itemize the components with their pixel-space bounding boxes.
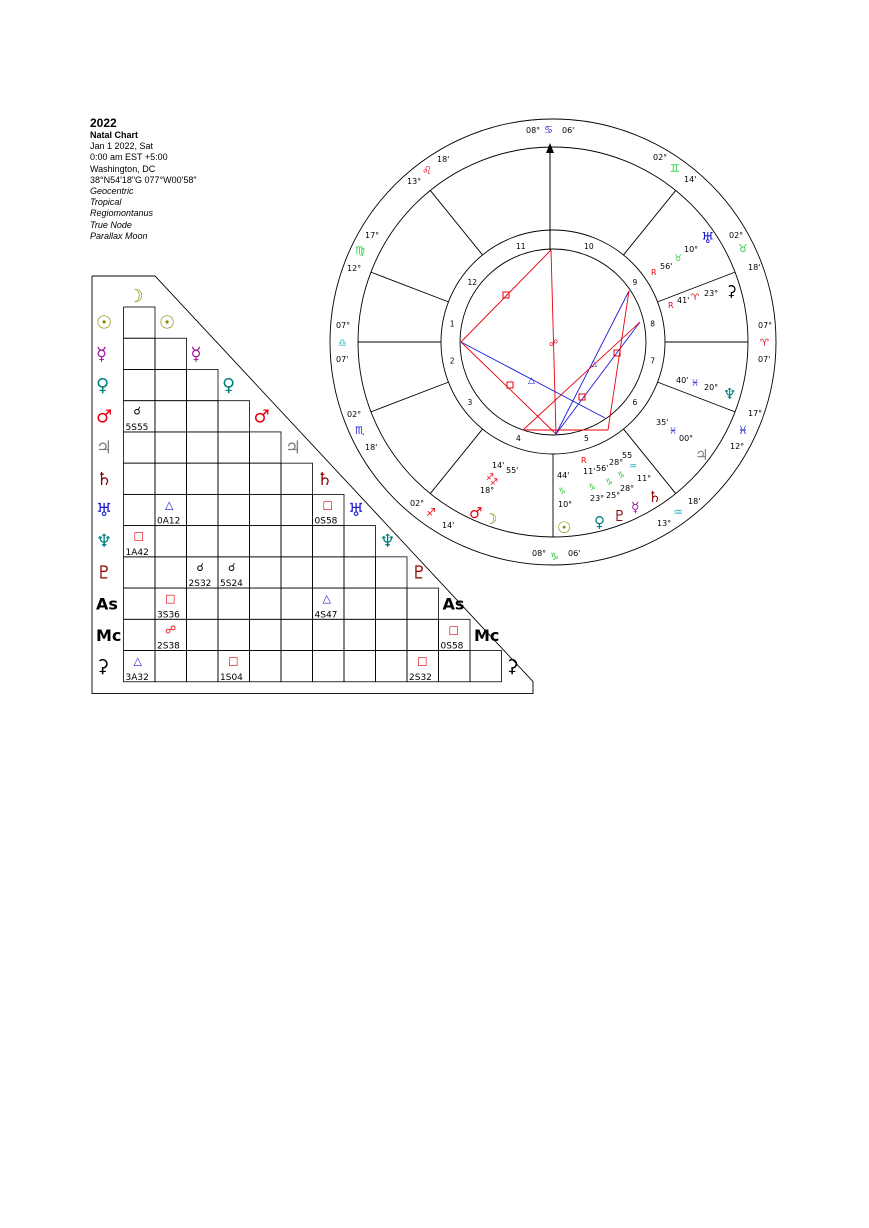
venus-glyph-diag: ♀	[222, 375, 236, 397]
aspect-symbol: △	[322, 592, 331, 606]
grid-cell	[124, 494, 156, 525]
venus-minute: 11'	[583, 467, 596, 476]
grid-cell	[439, 651, 471, 682]
chart-type: Natal Chart	[90, 130, 139, 140]
grid-cell	[155, 369, 187, 400]
grid-cell	[155, 401, 187, 432]
mars-minute: 14'	[492, 461, 505, 470]
ascendant-glyph-row: As	[96, 594, 118, 614]
ic-sign-glyph: ♑	[550, 552, 559, 563]
grid-cell	[281, 526, 313, 557]
jupiter-glyph-diag: ♃	[285, 437, 302, 459]
mc-sign-glyph: ♋	[544, 125, 553, 136]
cusp-12-degree: 17°	[365, 231, 380, 240]
grid-cell	[124, 432, 156, 463]
sun-degree: 10°	[558, 500, 573, 509]
aspect-symbol: ☍	[165, 623, 177, 637]
grid-cell	[250, 526, 282, 557]
neptune-sign: ♓	[691, 379, 700, 389]
ic-minute: 06'	[568, 549, 581, 558]
aspect-symbol: △	[165, 498, 174, 512]
cusp-6-minute: 12°	[730, 442, 745, 451]
grid-cell	[344, 588, 376, 619]
grid-cell	[250, 432, 282, 463]
mercury-retro: R	[581, 456, 587, 465]
chart-coords: 38°N54'18"G 077°W00'58"	[90, 174, 197, 185]
sun-sign: ♑	[558, 487, 567, 497]
aspect-orb: 3S36	[157, 610, 180, 621]
grid-cell	[218, 619, 250, 650]
saturn-glyph-diag: ♄	[316, 468, 333, 490]
house-number: 1	[449, 319, 455, 329]
grid-cell	[124, 463, 156, 494]
pluto-glyph-row: ♇	[96, 562, 113, 584]
aspect-symbol: □	[322, 498, 333, 512]
house-number: 10	[584, 241, 594, 251]
svg-text:☍: ☍	[549, 339, 559, 349]
house-number: 2	[449, 356, 455, 366]
grid-cell	[344, 557, 376, 588]
grid-cell	[187, 494, 219, 525]
pluto-minute: 28°	[609, 458, 624, 467]
chiron-degree: 23°	[704, 289, 719, 298]
jupiter-minute: 35'	[656, 418, 669, 427]
venus-degree: 23°	[590, 494, 605, 503]
grid-cell	[281, 557, 313, 588]
aspect-orb: 3A32	[125, 672, 149, 683]
grid-cell	[187, 401, 219, 432]
pluto-glyph-diag: ♇	[411, 562, 428, 584]
aspect-orb: 0A12	[157, 516, 181, 527]
sun-glyph-diag: ☉	[159, 312, 176, 334]
aspect-symbol: □	[228, 654, 239, 668]
aquarius-glyph: ♒	[673, 506, 683, 519]
neptune-glyph: ♆	[723, 385, 737, 403]
chiron-sign: ♈	[691, 293, 700, 303]
pisces-glyph: ♓	[738, 424, 748, 437]
chart-title: 2022	[90, 116, 117, 130]
grid-cell	[218, 432, 250, 463]
aspect-orb: 1S04	[220, 672, 243, 683]
option-house-system: Regiomontanus	[90, 208, 154, 219]
aspect-orb: 5S55	[125, 422, 149, 433]
cusp-2-degree: 02°	[347, 410, 362, 419]
dsc-degree: 07°	[758, 321, 773, 330]
aspect-orb: 5S24	[220, 579, 243, 590]
mercury-sign: ♑	[617, 471, 626, 481]
grid-cell	[155, 557, 187, 588]
grid-cell	[313, 651, 345, 682]
chiron-glyph-diag: ⚳	[505, 656, 519, 678]
cusp-2-minute: 18'	[365, 443, 378, 452]
option-moon: Parallax Moon	[90, 230, 148, 241]
grid-cell	[187, 432, 219, 463]
cusp-6-degree: 17°	[748, 409, 763, 418]
grid-cell	[218, 401, 250, 432]
moon-sign: ♐	[490, 478, 499, 488]
option-tropical: Tropical	[90, 197, 122, 208]
moon-minute: 55'	[506, 466, 519, 475]
grid-cell	[187, 651, 219, 682]
grid-cell	[187, 619, 219, 650]
house-number: 11	[515, 241, 526, 251]
grid-cell	[187, 369, 219, 400]
option-node: True Node	[90, 219, 132, 230]
uranus-glyph-diag: ♅	[348, 500, 365, 521]
grid-cell	[250, 651, 282, 682]
grid-cell	[124, 588, 156, 619]
cusp-5-degree: 13°	[657, 519, 672, 528]
leo-glyph: ♌	[422, 164, 432, 177]
cusp-8-minute: 18'	[748, 263, 761, 272]
uranus-glyph-row: ♅	[96, 500, 113, 521]
jupiter-degree: 00°	[679, 434, 694, 443]
virgo-glyph: ♍	[355, 244, 365, 257]
neptune-glyph-row: ♆	[96, 531, 113, 553]
uranus-degree: 10°	[684, 245, 699, 254]
gemini-glyph: ♊	[670, 162, 680, 175]
moon-degree: 18°	[480, 486, 495, 495]
grid-cell	[218, 494, 250, 525]
sun-glyph-row: ☉	[96, 312, 113, 334]
grid-cell	[187, 526, 219, 557]
grid-cell	[281, 588, 313, 619]
house-number: 12	[467, 278, 478, 288]
sagittarius-glyph: ♐	[426, 506, 436, 519]
mars-glyph-row: ♂	[96, 406, 113, 428]
mercury-degree: 28°	[620, 484, 635, 493]
jupiter-glyph-row: ♃	[96, 437, 113, 459]
chart-date: Jan 1 2022, Sat	[90, 141, 154, 152]
aspect-symbol: □	[133, 529, 144, 543]
grid-cell	[407, 619, 439, 650]
aspect-symbol: △	[133, 654, 142, 668]
aspect-orb: 1A42	[125, 547, 149, 558]
house-number: 8	[650, 319, 656, 329]
grid-cell	[155, 463, 187, 494]
taurus-glyph: ♉	[738, 242, 748, 255]
grid-cell	[376, 588, 408, 619]
neptune-minute: 40'	[676, 376, 689, 385]
sun-minute: 44'	[557, 471, 570, 480]
saturn-glyph-row: ♄	[96, 468, 113, 490]
pluto-sign: ♑	[605, 478, 614, 488]
saturn-minute: 55	[622, 451, 633, 460]
grid-cell	[124, 619, 156, 650]
uranus-minute: 56'	[660, 262, 673, 271]
grid-cell	[344, 651, 376, 682]
grid-cell	[218, 588, 250, 619]
grid-cell	[124, 338, 156, 369]
grid-cell	[281, 651, 313, 682]
moon-glyph-diag: ☽	[127, 286, 144, 307]
chiron-minute: 41'	[677, 296, 690, 305]
aspect-symbol: ☌	[228, 560, 236, 574]
grid-cell	[250, 557, 282, 588]
cusp-12-minute: 12°	[347, 264, 362, 273]
venus-glyph: ♀	[594, 513, 605, 531]
asc-degree: 07°	[336, 321, 351, 330]
pluto-degree: 25°	[606, 491, 621, 500]
dsc-sign-glyph: ♈	[760, 338, 769, 349]
grid-cell	[124, 307, 156, 338]
chart-place: Washington, DC	[90, 163, 156, 174]
mercury-glyph-row: ☿	[96, 343, 108, 365]
aspect-symbol: □	[448, 623, 459, 637]
svg-text:△: △	[590, 359, 597, 369]
cusp-5-minute: 18'	[688, 497, 701, 506]
aspect-symbol: ☌	[133, 404, 141, 418]
aspect-symbol: ☌	[196, 560, 204, 574]
aspect-orb: 0S58	[314, 516, 338, 527]
grid-cell	[376, 619, 408, 650]
grid-cell	[250, 494, 282, 525]
house-number: 7	[650, 356, 656, 366]
mercury-glyph-diag: ☿	[190, 343, 202, 365]
cusp-11-degree: 13°	[407, 177, 422, 186]
chart-time: 0:00 am EST +5:00	[90, 152, 168, 163]
grid-cell	[281, 494, 313, 525]
saturn-glyph: ♄	[648, 488, 662, 506]
aspect-symbol: □	[165, 592, 176, 606]
cusp-3-degree: 02°	[410, 499, 425, 508]
chiron-glyph-row: ⚳	[96, 656, 110, 678]
neptune-degree: 20°	[704, 383, 719, 392]
aspect-symbol: □	[417, 654, 428, 668]
mars-glyph: ♂	[469, 504, 483, 522]
grid-cell	[155, 432, 187, 463]
uranus-sign: ♉	[674, 254, 683, 264]
asc-sign-glyph: ♎	[338, 338, 347, 349]
uranus-glyph: ♅	[701, 229, 715, 247]
ascendant-glyph-diag: As	[442, 594, 465, 614]
grid-cell	[376, 651, 408, 682]
dsc-minute: 07'	[758, 355, 771, 364]
venus-sign: ♑	[588, 483, 597, 493]
asc-minute: 07'	[336, 355, 349, 364]
grid-cell	[155, 338, 187, 369]
grid-cell	[313, 526, 345, 557]
mars-glyph-diag: ♂	[253, 406, 270, 428]
grid-cell	[376, 557, 408, 588]
midheaven-glyph-row: Mc	[96, 625, 122, 645]
mercury-minute: 56'	[596, 464, 609, 473]
neptune-glyph-diag: ♆	[379, 531, 396, 553]
grid-cell	[344, 526, 376, 557]
house-number: 4	[515, 434, 521, 444]
grid-cell	[250, 463, 282, 494]
house-number: 3	[467, 397, 473, 407]
option-geocentric: Geocentric	[90, 186, 134, 197]
aspect-orb: 4S47	[314, 610, 338, 621]
venus-glyph-row: ♀	[96, 375, 110, 397]
grid-cell	[281, 619, 313, 650]
mercury-glyph: ☿	[631, 500, 640, 516]
midheaven-glyph-diag: Mc	[474, 625, 500, 645]
mc-minute: 06'	[562, 126, 575, 135]
house-number: 5	[584, 434, 589, 444]
grid-cell	[313, 619, 345, 650]
aspect-orb: 2S32	[409, 672, 432, 683]
pluto-glyph: ♇	[613, 507, 627, 525]
saturn-sign: ♒	[629, 462, 638, 472]
moon-glyph: ☽	[484, 510, 498, 528]
mc-degree: 08°	[526, 126, 541, 135]
sun-glyph: ☉	[557, 518, 572, 537]
aspect-orb: 0S58	[440, 641, 464, 652]
jupiter-glyph: ♃	[695, 446, 709, 464]
grid-cell	[250, 588, 282, 619]
grid-cell	[470, 651, 502, 682]
cusp-8-degree: 02°	[729, 231, 744, 240]
cusp-9-minute: 14'	[684, 175, 697, 184]
house-number: 9	[632, 278, 638, 288]
grid-cell	[407, 588, 439, 619]
grid-cell	[344, 619, 376, 650]
mars-sign: ♐	[486, 473, 495, 483]
saturn-degree: 11°	[637, 474, 652, 483]
grid-cell	[218, 526, 250, 557]
aspect-orb: 2S32	[188, 579, 212, 590]
grid-cell	[187, 588, 219, 619]
chiron-glyph: ⚳	[726, 282, 737, 300]
aspect-orb: 2S38	[157, 641, 180, 652]
chiron-retro: R	[668, 301, 674, 310]
grid-cell	[313, 557, 345, 588]
grid-cell	[187, 463, 219, 494]
jupiter-sign: ♓	[669, 427, 678, 437]
grid-cell	[155, 526, 187, 557]
cusp-11-minute: 18'	[437, 155, 450, 164]
grid-cell	[281, 463, 313, 494]
house-number: 6	[632, 397, 638, 407]
cusp-9-degree: 02°	[653, 153, 668, 162]
grid-cell	[155, 651, 187, 682]
grid-cell	[124, 369, 156, 400]
grid-cell	[124, 557, 156, 588]
grid-cell	[218, 463, 250, 494]
uranus-retro: R	[651, 268, 657, 277]
svg-text:△: △	[528, 376, 535, 386]
cusp-3-minute: 14'	[442, 521, 455, 530]
ic-degree: 08°	[532, 549, 547, 558]
scorpio-glyph: ♏	[355, 424, 365, 437]
grid-cell	[250, 619, 282, 650]
